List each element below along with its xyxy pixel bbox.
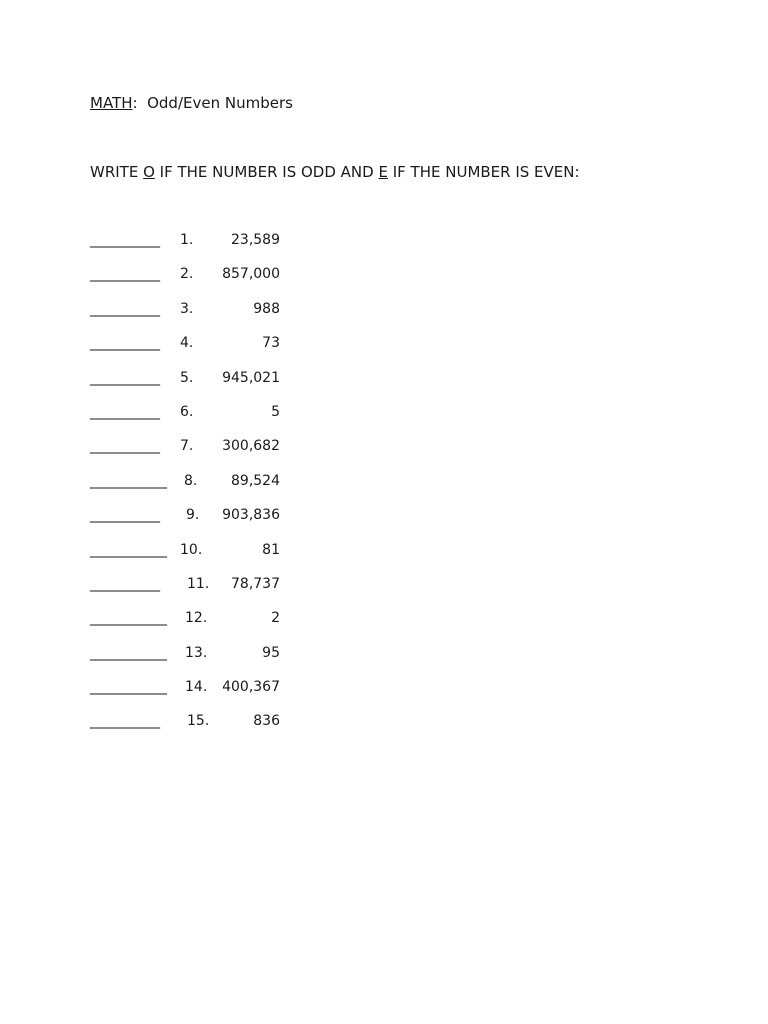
problem-value: 23,589 [231,232,280,248]
problem-row [90,333,350,367]
title-colon: : [132,94,138,112]
problem-number: 9. [186,507,200,524]
answer-blank[interactable]: __________ [90,438,160,455]
answer-blank[interactable]: ___________ [90,644,167,661]
problem-value: 89,524 [231,472,280,489]
problem-row [90,299,350,333]
problem-value: 95 [262,644,280,661]
problem-row [90,574,350,608]
problem-number: 2. [180,266,194,283]
answer-blank[interactable]: __________ [90,507,160,524]
answer-blank[interactable]: __________ [90,335,160,352]
answer-blank[interactable]: ___________ [90,472,167,489]
problem-number: 14. [185,679,208,696]
odd-key: O [143,163,155,181]
problem-value: 73 [262,335,280,352]
problem-number: 5. [180,369,194,386]
instructions-part2: IF THE NUMBER IS ODD AND [154,163,379,181]
problem-value: 857,000 [222,266,280,283]
worksheet-title [90,93,293,113]
problem-row [90,471,350,505]
problem-list [90,230,350,746]
problem-row [90,643,350,677]
answer-blank[interactable]: ___________ [90,610,167,627]
answer-blank[interactable]: ___________ [90,541,167,558]
answer-blank[interactable]: ___________ [90,679,167,696]
problem-value: 903,836 [222,507,280,524]
problem-number: 8. [184,472,198,489]
problem-row [90,505,350,539]
problem-number: 15. [187,713,210,730]
problem-row [90,436,350,470]
problem-row [90,540,350,574]
problem-value: 300,682 [222,438,280,455]
problem-row [90,230,350,264]
answer-blank[interactable]: __________ [90,403,160,420]
answer-blank[interactable]: __________ [90,713,160,730]
problem-number: 3. [180,300,194,317]
problem-value: 78,737 [231,575,280,592]
problem-value: 5 [271,403,280,420]
problem-number: 13. [185,644,208,661]
problem-value: 400,367 [222,679,280,696]
problem-number: 1. [180,232,194,248]
problem-number: 12. [185,610,208,627]
problem-number: 10. [180,541,203,558]
problem-row [90,264,350,298]
topic-label: Odd/Even Numbers [147,94,293,112]
problem-row [90,711,350,745]
problem-value: 945,021 [222,369,280,386]
instructions-part3: IF THE NUMBER IS EVEN: [387,163,580,181]
answer-blank[interactable]: __________ [90,369,160,386]
answer-blank[interactable]: __________ [90,300,160,317]
even-key: E [378,163,388,181]
problem-value: 2 [271,610,280,627]
subject-label: MATH [90,94,133,112]
problem-row [90,402,350,436]
problem-number: 4. [180,335,194,352]
problem-number: 6. [180,403,194,420]
answer-blank[interactable]: __________ [90,266,160,283]
problem-row [90,608,350,642]
answer-blank[interactable]: __________ [90,232,160,248]
problem-value: 81 [262,541,280,558]
problem-number: 11. [187,575,210,592]
problem-row [90,368,350,402]
problem-value: 836 [253,713,280,730]
instructions [90,162,580,182]
instructions-part1: WRITE [90,163,144,181]
problem-number: 7. [180,438,194,455]
problem-row [90,677,350,711]
problem-value: 988 [253,300,280,317]
answer-blank[interactable]: __________ [90,575,160,592]
